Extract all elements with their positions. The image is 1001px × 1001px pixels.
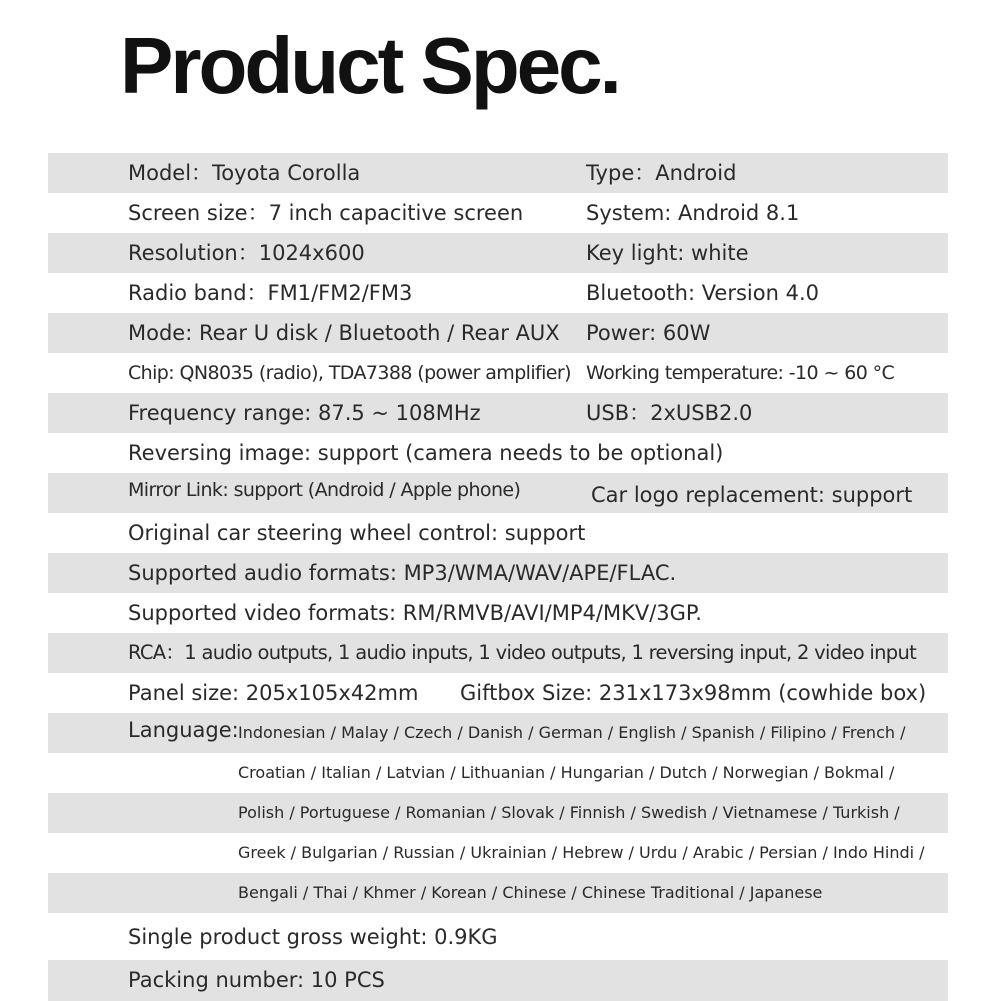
spec-row-language-1 (48, 713, 948, 753)
spec-language-label: Language: (128, 718, 239, 742)
spec-row-rca (48, 633, 948, 673)
spec-car-logo: Car logo replacement: support (591, 483, 913, 507)
spec-working-temperature: Working temperature: -10 ~ 60 °C (586, 362, 895, 384)
spec-key-light: Key light: white (586, 241, 749, 265)
spec-row-reversing (48, 433, 948, 473)
spec-bluetooth: Bluetooth: Version 4.0 (586, 281, 819, 305)
spec-row-mirror (48, 473, 948, 513)
spec-resolution: Resolution：1024x600 (128, 241, 365, 265)
language-list-line: Greek / Bulgarian / Russian / Ukrainian / Hebrew / Urdu / Arabic / Persian / Indo Hindi / (238, 843, 925, 862)
spec-giftbox-size: Giftbox Size: 231x173x98mm (cowhide box) (460, 681, 927, 705)
spec-mode: Mode: Rear U disk / Bluetooth / Rear AUX (128, 321, 560, 345)
spec-row-language-3 (48, 793, 948, 833)
spec-audio-formats: Supported audio formats: MP3/WMA/WAV/APE/FLAC. (128, 561, 677, 585)
spec-gross-weight: Single product gross weight: 0.9KG (128, 925, 498, 949)
spec-row-screen (48, 193, 948, 233)
spec-row-language-5 (48, 873, 948, 913)
spec-row-frequency (48, 393, 948, 433)
spec-model: Model：Toyota Corolla (128, 161, 361, 185)
language-list-line: Polish / Portuguese / Romanian / Slovak / Finnish / Swedish / Vietnamese / Turkish / (238, 803, 900, 822)
spec-type: Type：Android (586, 161, 737, 185)
spec-row-steering (48, 513, 948, 553)
spec-chip: Chip: QN8035 (radio), TDA7388 (power amplifier) (128, 362, 571, 384)
spec-row-weight (48, 917, 948, 957)
spec-rca: RCA：1 audio outputs, 1 audio inputs, 1 video outputs, 1 reversing input, 2 video input (128, 641, 917, 664)
spec-packing-number: Packing number: 10 PCS (128, 968, 385, 992)
spec-row-resolution (48, 233, 948, 273)
spec-row-radio (48, 273, 948, 313)
language-list-line: Bengali / Thai / Khmer / Korean / Chinese / Chinese Traditional / Japanese (238, 883, 823, 902)
spec-row-language-2 (48, 753, 948, 793)
spec-usb: USB：2xUSB2.0 (586, 401, 753, 425)
spec-row-packing (48, 960, 948, 1001)
spec-row-mode (48, 313, 948, 353)
spec-panel-size: Panel size: 205x105x42mm (128, 681, 419, 705)
spec-video-formats: Supported video formats: RM/RMVB/AVI/MP4/MKV/3GP. (128, 601, 702, 625)
spec-row-chip (48, 353, 948, 393)
spec-row-size (48, 673, 948, 713)
spec-frequency-range: Frequency range: 87.5 ~ 108MHz (128, 401, 481, 425)
language-list-line: Croatian / Italian / Latvian / Lithuanian / Hungarian / Dutch / Norwegian / Bokmal / (238, 763, 895, 782)
spec-row-model (48, 153, 948, 193)
spec-screen-size: Screen size：7 inch capacitive screen (128, 201, 524, 225)
language-list-line: Indonesian / Malay / Czech / Danish / German / English / Spanish / Filipino / French / (238, 723, 906, 742)
spec-power: Power: 60W (586, 321, 711, 345)
spec-radio-band: Radio band：FM1/FM2/FM3 (128, 281, 413, 305)
page-title: Product Spec. (120, 21, 619, 110)
spec-row-audio (48, 553, 948, 593)
spec-steering-wheel: Original car steering wheel control: support (128, 521, 586, 545)
spec-system: System: Android 8.1 (586, 201, 800, 225)
spec-row-video (48, 593, 948, 633)
spec-reversing-image: Reversing image: support (camera needs to be optional) (128, 441, 724, 465)
spec-mirror-link: Mirror Link: support (Android / Apple phone) (128, 479, 521, 501)
spec-row-language-4 (48, 833, 948, 873)
